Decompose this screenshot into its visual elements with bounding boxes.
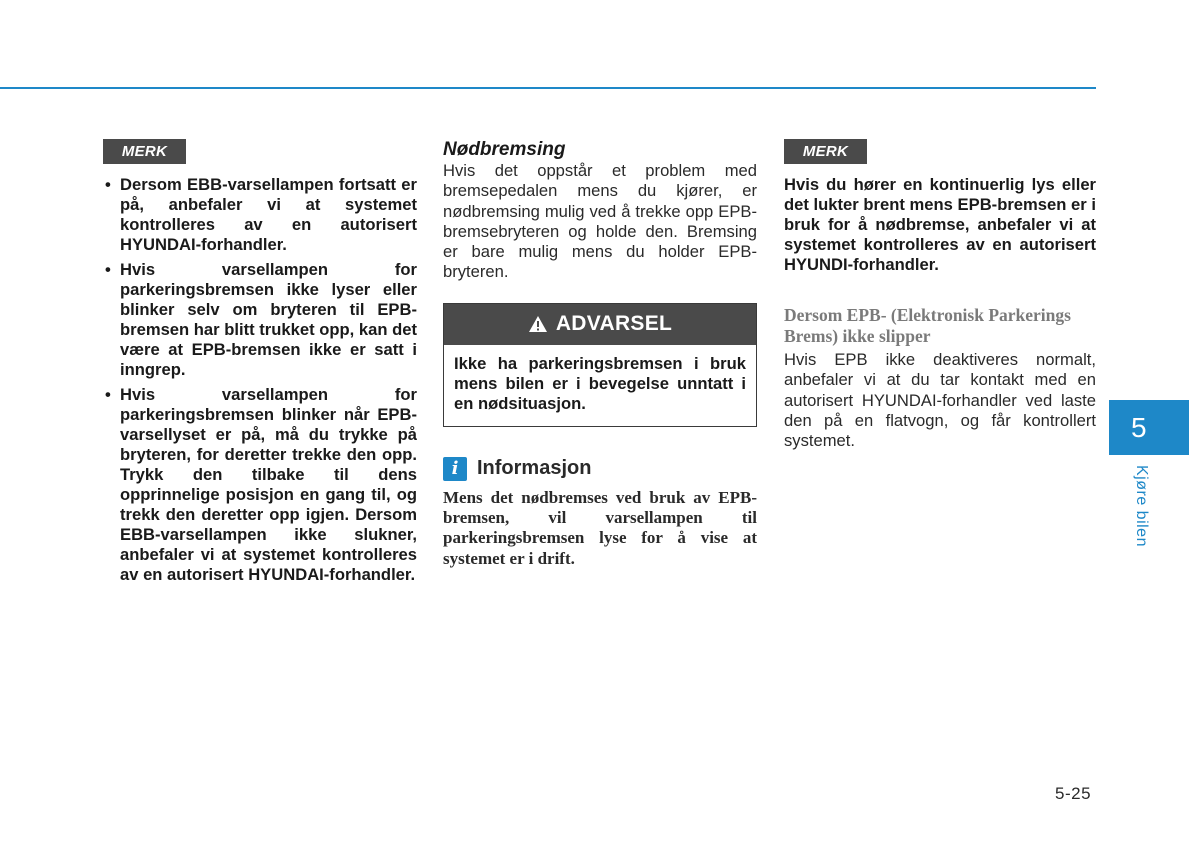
section-heading: Nødbremsing	[443, 139, 566, 160]
info-text: Mens det nødbremses ved bruk av EPB-bremsen, vil varsellampen til parkeringsbremsen lyse for å vise at systemet er i drift.	[443, 487, 757, 568]
list-item: • Dersom EBB-varsellampen fortsatt er på, anbefaler vi at systemet kontrolleres av en autorisert HYUNDAI-forhandler.	[103, 175, 417, 255]
warning-triangle-icon	[528, 315, 548, 333]
note-text: Hvis du hører en kontinuerlig lys eller det lukter brent mens EPB-bremsen er i bruk for å nødbremse, anbefaler vi at systemet kontrolleres av en autorisert HYUNDI-forhandler.	[784, 175, 1096, 274]
section-body: Hvis det oppstår et problem med bremsepedalen mens du kjører, er nødbremsing mulig ved å trekke opp EPB-bremsebryteren og holde den. Bremsing er bare mulig mens du holder EPB-bryteren.	[443, 161, 757, 282]
chapter-tab: 5	[1109, 400, 1189, 455]
note-label: MERK	[103, 139, 186, 164]
list-item: • Hvis varsellampen for parkeringsbremsen blinker når EPB-varsellyset er på, må du trykke på bryteren, for deretter trekke den opp. Trykk den tilbake til dens opprinnelige posisjon en gang til, og trekk den deretter opp igjen. Dersom EBB-varsellampen ikke slukner, anbefaler vi at systemet kontrolleres av en autorisert HYUNDAI-forhandler.	[103, 385, 417, 585]
info-icon: i	[443, 457, 467, 481]
info-header	[443, 457, 757, 481]
column-left	[103, 139, 417, 590]
warning-header	[444, 304, 756, 345]
info-title: Informasjon	[477, 457, 592, 480]
column-right	[784, 139, 1096, 451]
section-heading: Dersom EPB- (Elektronisk Parkerings Brems) ikke slipper	[784, 305, 1071, 346]
warning-text: Ikke ha parkeringsbremsen i bruk mens bilen er i bevegelse unntatt i en nødsituasjon.	[454, 353, 746, 413]
note-bullet-list	[103, 175, 417, 585]
section-body: Hvis EPB ikke deaktiveres normalt, anbefaler vi at du tar kontakt med en autorisert HYUNDAI-forhandler ved laste den på en flatvogn, og får kontrollert systemet.	[784, 350, 1096, 451]
warning-box	[443, 303, 757, 427]
note-label: MERK	[784, 139, 867, 164]
page-number: 5-25	[1055, 784, 1092, 803]
chapter-title: Kjøre bilen	[1133, 465, 1150, 547]
column-middle	[443, 139, 757, 569]
list-item: • Hvis varsellampen for parkeringsbremsen ikke lyser eller blinker selv om bryteren til EPB-bremsen har blitt trukket opp, kan det være at EPB-bremsen ikke er satt i inngrep.	[103, 260, 417, 380]
header-rule	[0, 87, 1096, 89]
warning-title: ADVARSEL	[555, 312, 673, 336]
